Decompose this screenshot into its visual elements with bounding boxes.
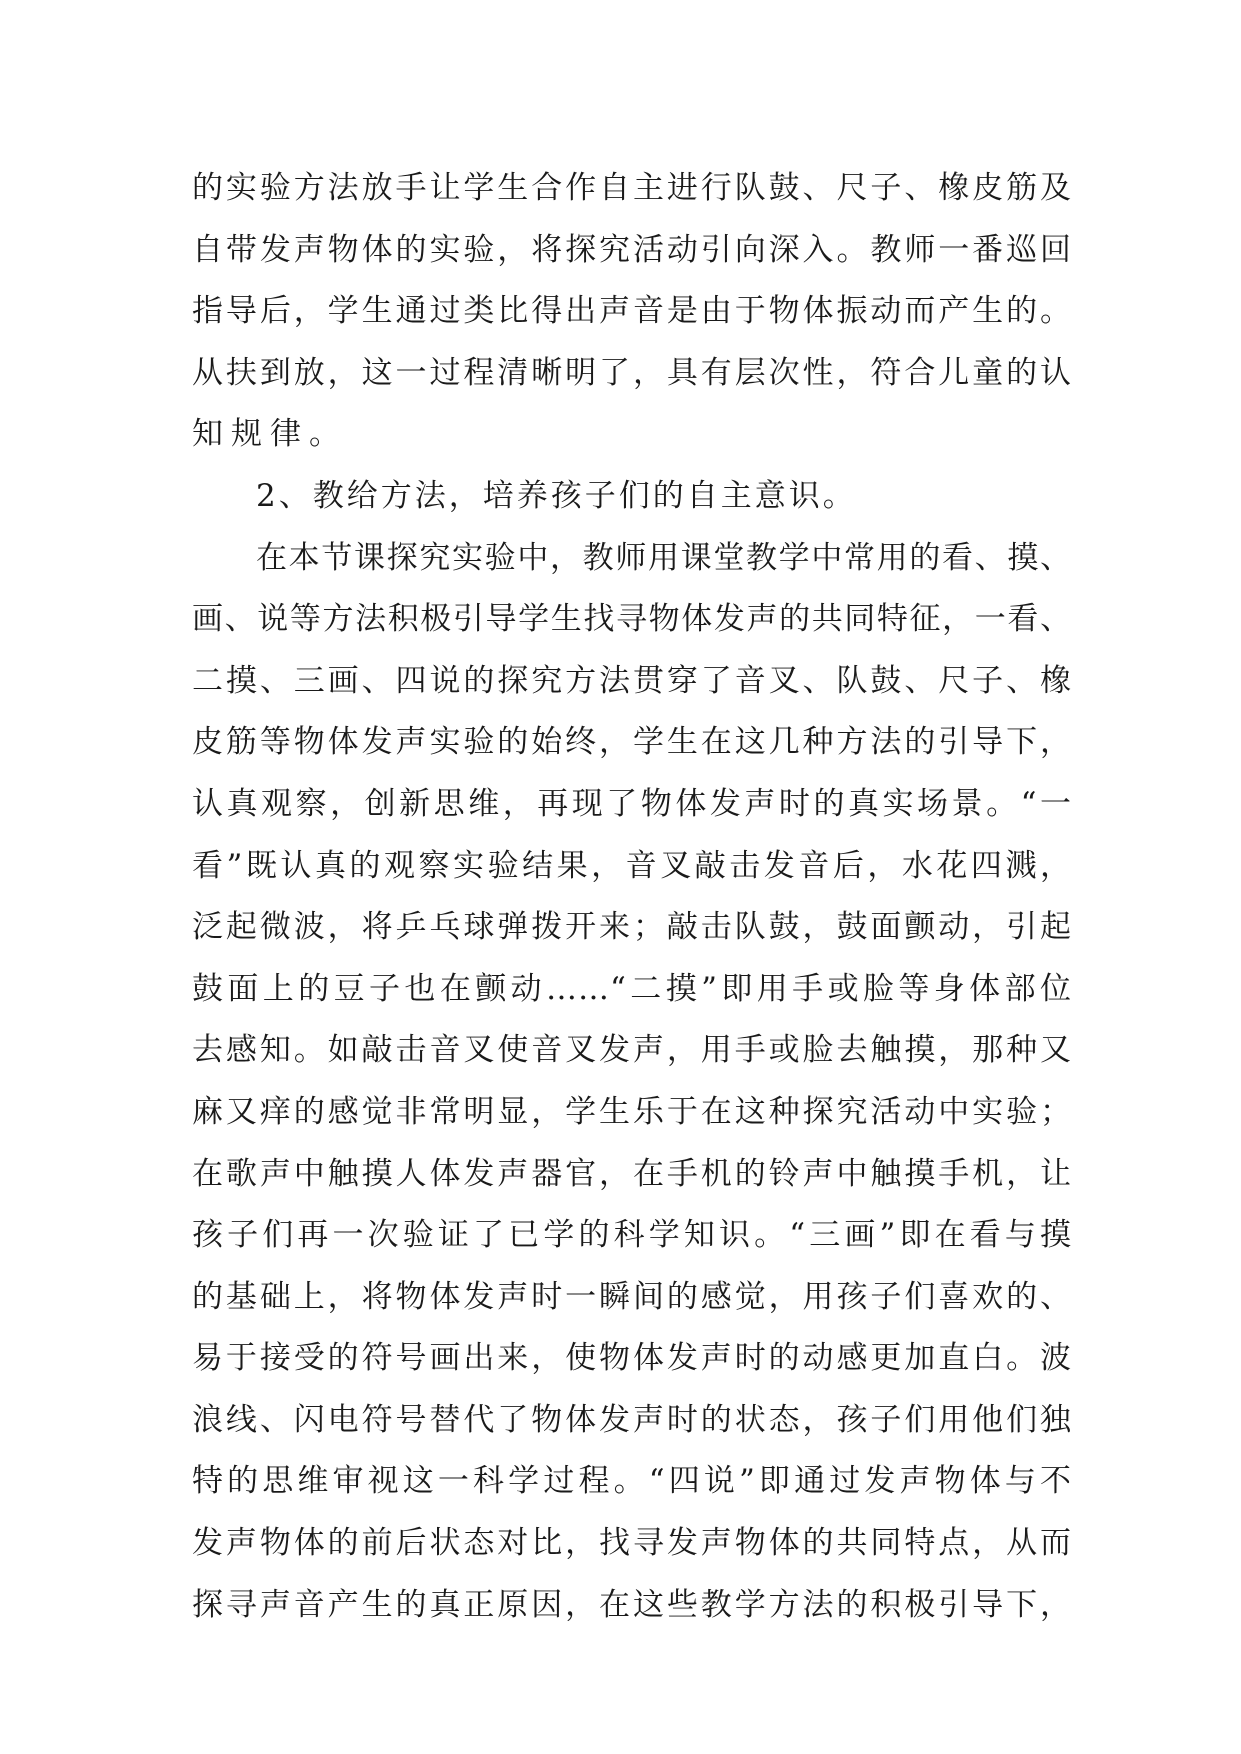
paragraph-line: 鼓面上的豆子也在颤动……“二摸”即用手或脸等身体部位 xyxy=(192,970,1072,1007)
paragraph-line: 易于接受的符号画出来，使物体发声时的动感更加直白。波 xyxy=(192,1340,1072,1377)
paragraph-line: 孩子们再一次验证了已学的科学知识。“三画”即在看与摸 xyxy=(192,1217,1072,1254)
paragraph-line: 的基础上，将物体发声时一瞬间的感觉，用孩子们喜欢的、 xyxy=(192,1278,1072,1315)
paragraph-line: 从扶到放，这一过程清晰明了，具有层次性，符合儿童的认 xyxy=(192,354,1072,391)
paragraph-1 xyxy=(192,158,1072,466)
paragraph-line: 泛起微波，将乒乓球弹拨开来；敲击队鼓，鼓面颤动，引起 xyxy=(192,909,1072,946)
paragraph-line: 浪线、闪电符号替代了物体发声时的状态，孩子们用他们独 xyxy=(192,1401,1072,1438)
paragraph-line: 麻又痒的感觉非常明显，学生乐于在这种探究活动中实验； xyxy=(192,1093,1072,1130)
section-heading: 2、教给方法，培养孩子们的自主意识。 xyxy=(256,477,857,514)
paragraph-line: 自带发声物体的实验，将探究活动引向深入。教师一番巡回 xyxy=(192,231,1072,268)
document-page xyxy=(192,158,1072,1636)
paragraph-line: 在歌声中触摸人体发声器官，在手机的铃声中触摸手机，让 xyxy=(192,1155,1072,1192)
paragraph-line: 去感知。如敲击音叉使音叉发声，用手或脸去触摸，那种又 xyxy=(192,1032,1072,1069)
paragraph-line: 认真观察，创新思维，再现了物体发声时的真实场景。“一 xyxy=(192,785,1072,822)
paragraph-line: 知规律。 xyxy=(192,416,348,453)
paragraph-line: 特的思维审视这一科学过程。“四说”即通过发声物体与不 xyxy=(192,1463,1072,1500)
paragraph-line: 探寻声音产生的真正原因，在这些教学方法的积极引导下， xyxy=(192,1586,1072,1623)
paragraph-line: 画、说等方法积极引导学生找寻物体发声的共同特征，一看、 xyxy=(192,601,1072,638)
paragraph-line: 的实验方法放手让学生合作自主进行队鼓、尺子、橡皮筋及 xyxy=(192,170,1072,206)
paragraph-2 xyxy=(192,528,1072,1637)
paragraph-line: 二摸、三画、四说的探究方法贯穿了音叉、队鼓、尺子、橡 xyxy=(192,662,1072,699)
paragraph-line: 看”既认真的观察实验结果，音叉敲击发音后，水花四溅， xyxy=(192,847,1072,884)
paragraph-line: 在本节课探究实验中，教师用课堂教学中常用的看、摸、 xyxy=(256,539,1072,576)
paragraph-line: 皮筋等物体发声实验的始终，学生在这几种方法的引导下， xyxy=(192,724,1072,761)
paragraph-line: 发声物体的前后状态对比，找寻发声物体的共同特点，从而 xyxy=(192,1525,1072,1562)
paragraph-line: 指导后，学生通过类比得出声音是由于物体振动而产生的。 xyxy=(192,293,1072,330)
